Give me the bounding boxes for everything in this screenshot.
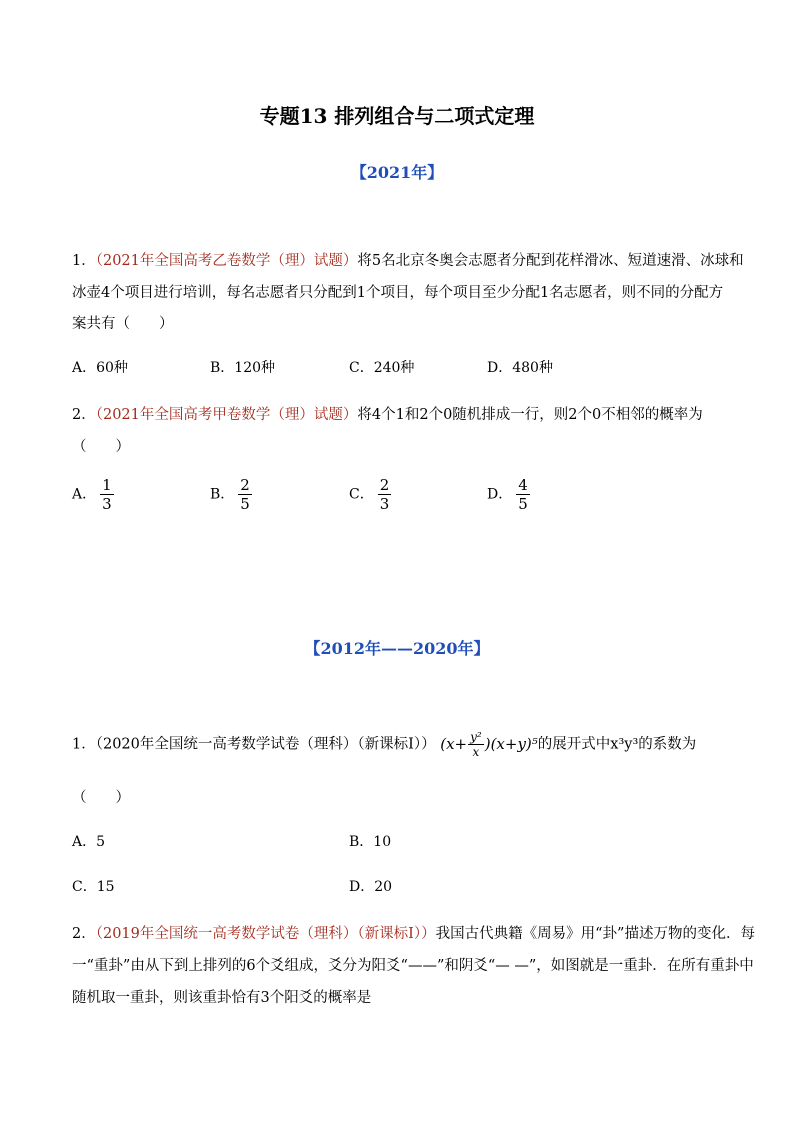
- question-text: 我国古代典籍《周易》用“卦”描述万物的变化．每: [435, 926, 755, 942]
- option-label: C．: [349, 486, 374, 503]
- option-label: D．: [487, 486, 513, 503]
- question-1-line-3: 案共有（ ）: [72, 316, 174, 332]
- fraction: $\frac{1}{3}$: [102, 476, 112, 513]
- option-a: A．5: [72, 834, 106, 850]
- option-b: B．10: [349, 834, 392, 850]
- question-text: 的展开式中x³y³的系数为: [537, 736, 697, 753]
- option-label: B．: [210, 486, 235, 503]
- question-number: 2．: [72, 926, 96, 942]
- question-3-line-2: （ ）: [72, 790, 130, 806]
- question-4-line-3: 随机取一重卦，则该重卦恰有3个阳爻的概率是: [72, 990, 372, 1006]
- option-b: [210, 476, 252, 513]
- option-a: [72, 476, 114, 513]
- option-d: D．480种: [487, 360, 553, 376]
- option-d: [487, 476, 530, 513]
- section-heading-2021: 【2021年】: [350, 163, 444, 182]
- question-number: 1．: [72, 736, 96, 753]
- question-number: 2．: [72, 407, 96, 423]
- question-4-line-1: [72, 924, 755, 944]
- question-2-line-1: [72, 405, 703, 425]
- fraction: $\frac{\text{y²}}{x}$: [470, 730, 482, 759]
- question-text: 将4个1和2个0随机排成一行，则2个0不相邻的概率为: [357, 407, 703, 423]
- question-source: （2021年全国高考乙卷数学（理）试题）: [95, 253, 358, 269]
- question-3-line-1: [72, 730, 696, 759]
- option-c: C．240种: [349, 360, 415, 376]
- option-c: C．15: [72, 879, 115, 895]
- fraction: $\frac{4}{5}$: [518, 476, 528, 513]
- question-1-line-1: [72, 251, 744, 271]
- option-label: A．: [72, 486, 97, 503]
- question-number: 1．: [72, 253, 96, 269]
- section-heading-2012-2020: 【2012年——2020年】: [304, 639, 490, 658]
- question-2-line-2: （ ）: [72, 439, 130, 455]
- option-d: D．20: [349, 879, 393, 895]
- question-source: （2020年全国统一高考数学试卷（理科）（新课标Ⅰ））: [95, 736, 436, 753]
- math-expression: (x+ $\frac{\text{y²}}{x}$ )(x+y)⁵: [440, 730, 538, 759]
- fraction: $\frac{2}{5}$: [240, 476, 250, 513]
- question-1-line-2: 冰壶4个项目进行培训，每名志愿者只分配到1个项目，每个项目至少分配1名志愿者，则不同的分配方: [72, 285, 724, 301]
- option-c: [349, 476, 391, 513]
- question-source: （2021年全国高考甲卷数学（理）试题）: [95, 407, 358, 423]
- option-b: B．120种: [210, 360, 276, 376]
- fraction: $\frac{2}{3}$: [379, 476, 390, 513]
- page-title: 专题13 排列组合与二项式定理: [259, 104, 535, 128]
- question-text: 将5名北京冬奥会志愿者分配到花样滑冰、短道速滑、冰球和: [357, 253, 744, 269]
- question-source: （2019年全国统一高考数学试卷（理科）（新课标Ⅰ））: [95, 926, 436, 942]
- question-4-line-2: 一“重卦”由从下到上排列的6个爻组成，爻分为阳爻“——”和阴爻“— —”，如图就是一重卦．在所有重卦中: [72, 958, 754, 974]
- option-a: A．60种: [72, 360, 128, 376]
